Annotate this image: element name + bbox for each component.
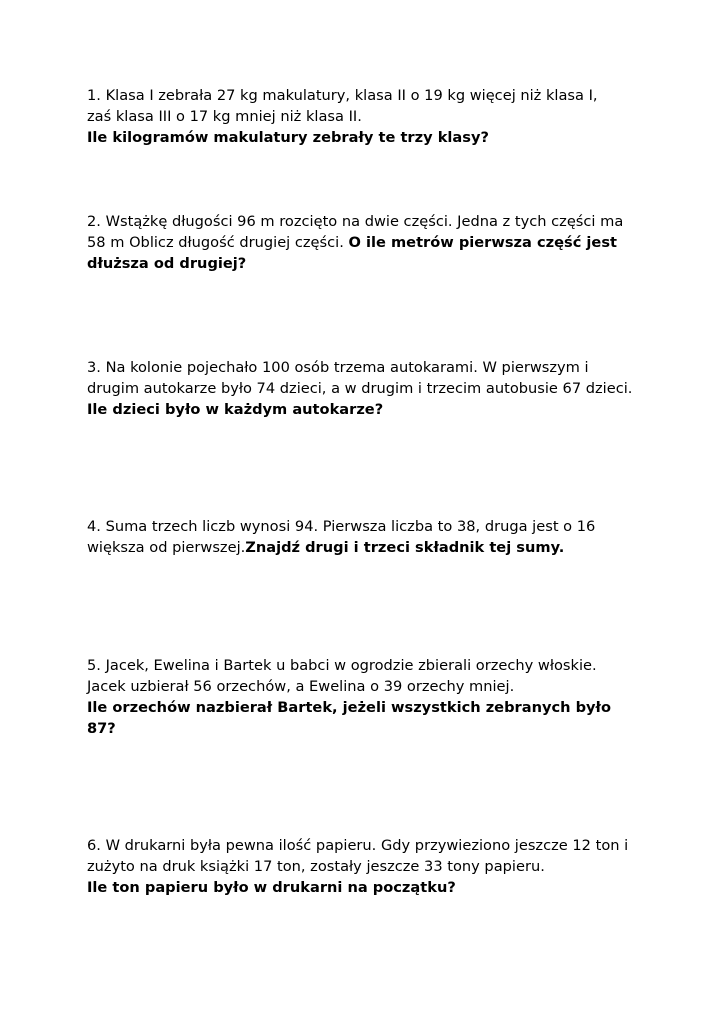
- task-2-line-1: [87, 211, 662, 232]
- task-3-text-1: Na kolonie pojechało 100 osób trzema autokarami. W pierwszym i: [105, 359, 589, 376]
- task-1-line-1: [87, 85, 662, 106]
- task-5-number: 5.: [87, 657, 101, 674]
- task-2-question-part-2: dłuższa od drugiej?: [87, 255, 247, 272]
- task-4-line-2: [87, 537, 662, 558]
- task-6: [87, 835, 662, 898]
- task-2-text-2: 58 m Oblicz długość drugiej części.: [87, 234, 344, 251]
- task-4-line-1: [87, 516, 662, 537]
- task-6-number: 6.: [87, 837, 101, 854]
- task-6-line-1: [87, 835, 662, 856]
- task-6-text-2: zużyto na druk książki 17 ton, zostały jeszcze 33 tony papieru.: [87, 858, 545, 875]
- task-4-text-2: większa od pierwszej.: [87, 539, 246, 556]
- task-3-question: Ile dzieci było w każdym autokarze?: [87, 401, 384, 418]
- task-2-line-2: [87, 232, 662, 253]
- task-1-number: 1.: [87, 87, 101, 104]
- task-3: [87, 357, 662, 420]
- task-3-number: 3.: [87, 359, 101, 376]
- task-5-text-2: Jacek uzbierał 56 orzechów, a Ewelina o 39 orzechy mniej.: [87, 678, 515, 695]
- task-6-text-1: W drukarni była pewna ilość papieru. Gdy przywieziono jeszcze 12 ton i: [105, 837, 629, 854]
- task-6-question: Ile ton papieru było w drukarni na początku?: [87, 879, 456, 896]
- task-2-text-1: Wstążkę długości 96 m rozcięto na dwie części. Jedna z tych części ma: [105, 213, 624, 230]
- task-5-question-part-2: 87?: [87, 720, 116, 737]
- task-2: [87, 211, 662, 274]
- task-5: [87, 655, 662, 739]
- task-4-text-1: Suma trzech liczb wynosi 94. Pierwsza liczba to 38, druga jest o 16: [105, 518, 596, 535]
- task-4-question: Znajdź drugi i trzeci składnik tej sumy.: [245, 539, 565, 556]
- task-4: [87, 516, 662, 558]
- task-3-text-2: drugim autokarze było 74 dzieci, a w drugim i trzecim autobusie 67 dzieci.: [87, 380, 633, 397]
- task-5-line-1: [87, 655, 662, 676]
- task-1-text-2: zaś klasa III o 17 kg mniej niż klasa II.: [87, 108, 362, 125]
- task-5-question-part-1: Ile orzechów nazbierał Bartek, jeżeli wszystkich zebranych było: [87, 699, 611, 716]
- task-2-question-part-1: O ile metrów pierwsza część jest: [348, 234, 617, 251]
- task-1: [87, 85, 662, 148]
- task-1-text-1: Klasa I zebrała 27 kg makulatury, klasa II o 19 kg więcej niż klasa I,: [105, 87, 598, 104]
- task-3-line-1: [87, 357, 662, 378]
- task-1-question: Ile kilogramów makulatury zebrały te trzy klasy?: [87, 129, 489, 146]
- task-5-text-1: Jacek, Ewelina i Bartek u babci w ogrodzie zbierali orzechy włoskie.: [105, 657, 597, 674]
- task-4-number: 4.: [87, 518, 101, 535]
- task-2-number: 2.: [87, 213, 101, 230]
